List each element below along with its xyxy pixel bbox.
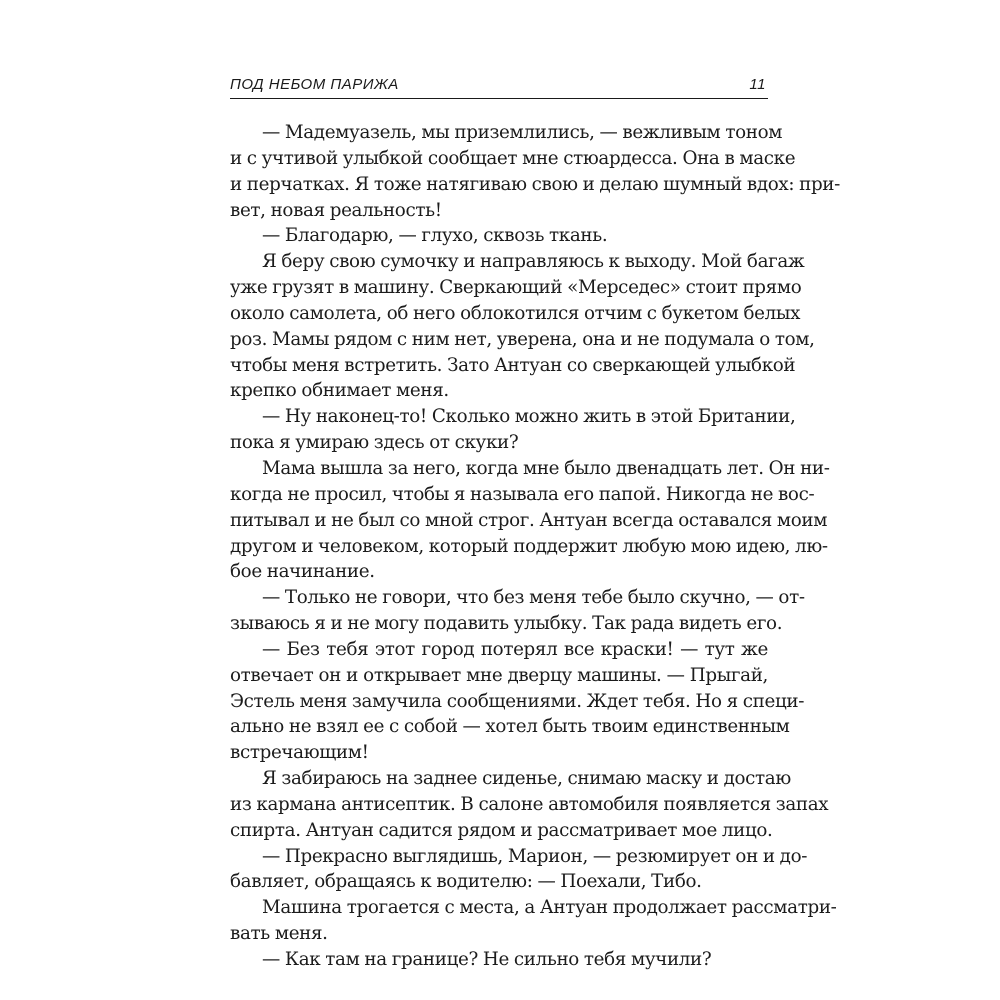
text-line: вет, новая реальность! xyxy=(230,199,442,221)
text-line: зываюсь я и не могу подавить улыбку. Так рада видеть его. xyxy=(230,613,783,635)
text-line: Машина трогается с места, а Антуан продолжает рассматри- xyxy=(262,897,837,919)
text-line: уже грузят в машину. Сверкающий «Мерседес» стоит прямо xyxy=(230,277,802,299)
text-line: — Как там на границе? Не сильно тебя мучили? xyxy=(262,949,712,970)
text-line: — Прекрасно выглядишь, Марион, — резюмирует он и до- xyxy=(262,845,808,867)
text-line: чтобы меня встретить. Зато Антуан со сверкающей улыбкой xyxy=(230,354,796,376)
text-line: роз. Мамы рядом с ним нет, уверена, она и не подумала о том, xyxy=(230,328,815,350)
text-line: и перчатках. Я тоже натягиваю свою и делаю шумный вдох: при- xyxy=(230,173,840,195)
text-line: Я беру свою сумочку и направляюсь к выходу. Мой багаж xyxy=(262,251,805,273)
text-line: — Мадемуазель, мы приземлились, — вежливым тоном xyxy=(262,122,783,143)
text-line: Эстель меня замучила сообщениями. Ждет тебя. Но я специ- xyxy=(230,690,805,712)
text-line: встречающим! xyxy=(230,742,369,764)
running-title: ПОД НЕБОМ ПАРИЖА xyxy=(230,76,399,93)
body-text xyxy=(230,120,840,973)
text-line: Мама вышла за него, когда мне было двенадцать лет. Он ни- xyxy=(262,457,830,479)
text-line: другом и человеком, который поддержит любую мою идею, лю- xyxy=(230,535,828,557)
text-line: — Ну наконец-то! Сколько можно жить в этой Британии, xyxy=(262,406,796,428)
text-line: пока я умираю здесь от скуки? xyxy=(230,432,519,454)
text-line: — Без тебя этот город потерял все краски! — тут же xyxy=(262,638,768,660)
text-line: вать меня. xyxy=(230,923,328,945)
text-line: отвечает он и открывает мне дверцу машины. — Прыгай, xyxy=(230,664,768,686)
text-line: и с учтивой улыбкой сообщает мне стюардесса. Она в маске xyxy=(230,147,796,169)
text-line: когда не просил, чтобы я называла его папой. Никогда не вос- xyxy=(230,483,815,505)
text-line: около самолета, об него облокотился отчим с букетом белых xyxy=(230,302,801,324)
text-line: Я забираюсь на заднее сиденье, снимаю маску и достаю xyxy=(262,768,791,790)
text-line: бое начинание. xyxy=(230,561,375,583)
text-line: — Только не говори, что без меня тебе было скучно, — от- xyxy=(262,587,805,609)
text-line: бавляет, обращаясь к водителю: — Поехали, Тибо. xyxy=(230,871,702,893)
text-line: — Благодарю, — глухо, сквозь ткань. xyxy=(262,225,608,247)
text-line: ально не взял ее с собой — хотел быть твоим единственным xyxy=(230,716,790,738)
text-line: питывал и не был со мной строг. Антуан всегда оставался моим xyxy=(230,509,828,531)
text-line: из кармана антисептик. В салоне автомобиля появляется запах xyxy=(230,793,829,815)
running-head xyxy=(230,74,768,99)
text-line: крепко обнимает меня. xyxy=(230,380,449,402)
page-number: 11 xyxy=(749,76,766,93)
text-line: спирта. Антуан садится рядом и рассматривает мое лицо. xyxy=(230,819,773,841)
